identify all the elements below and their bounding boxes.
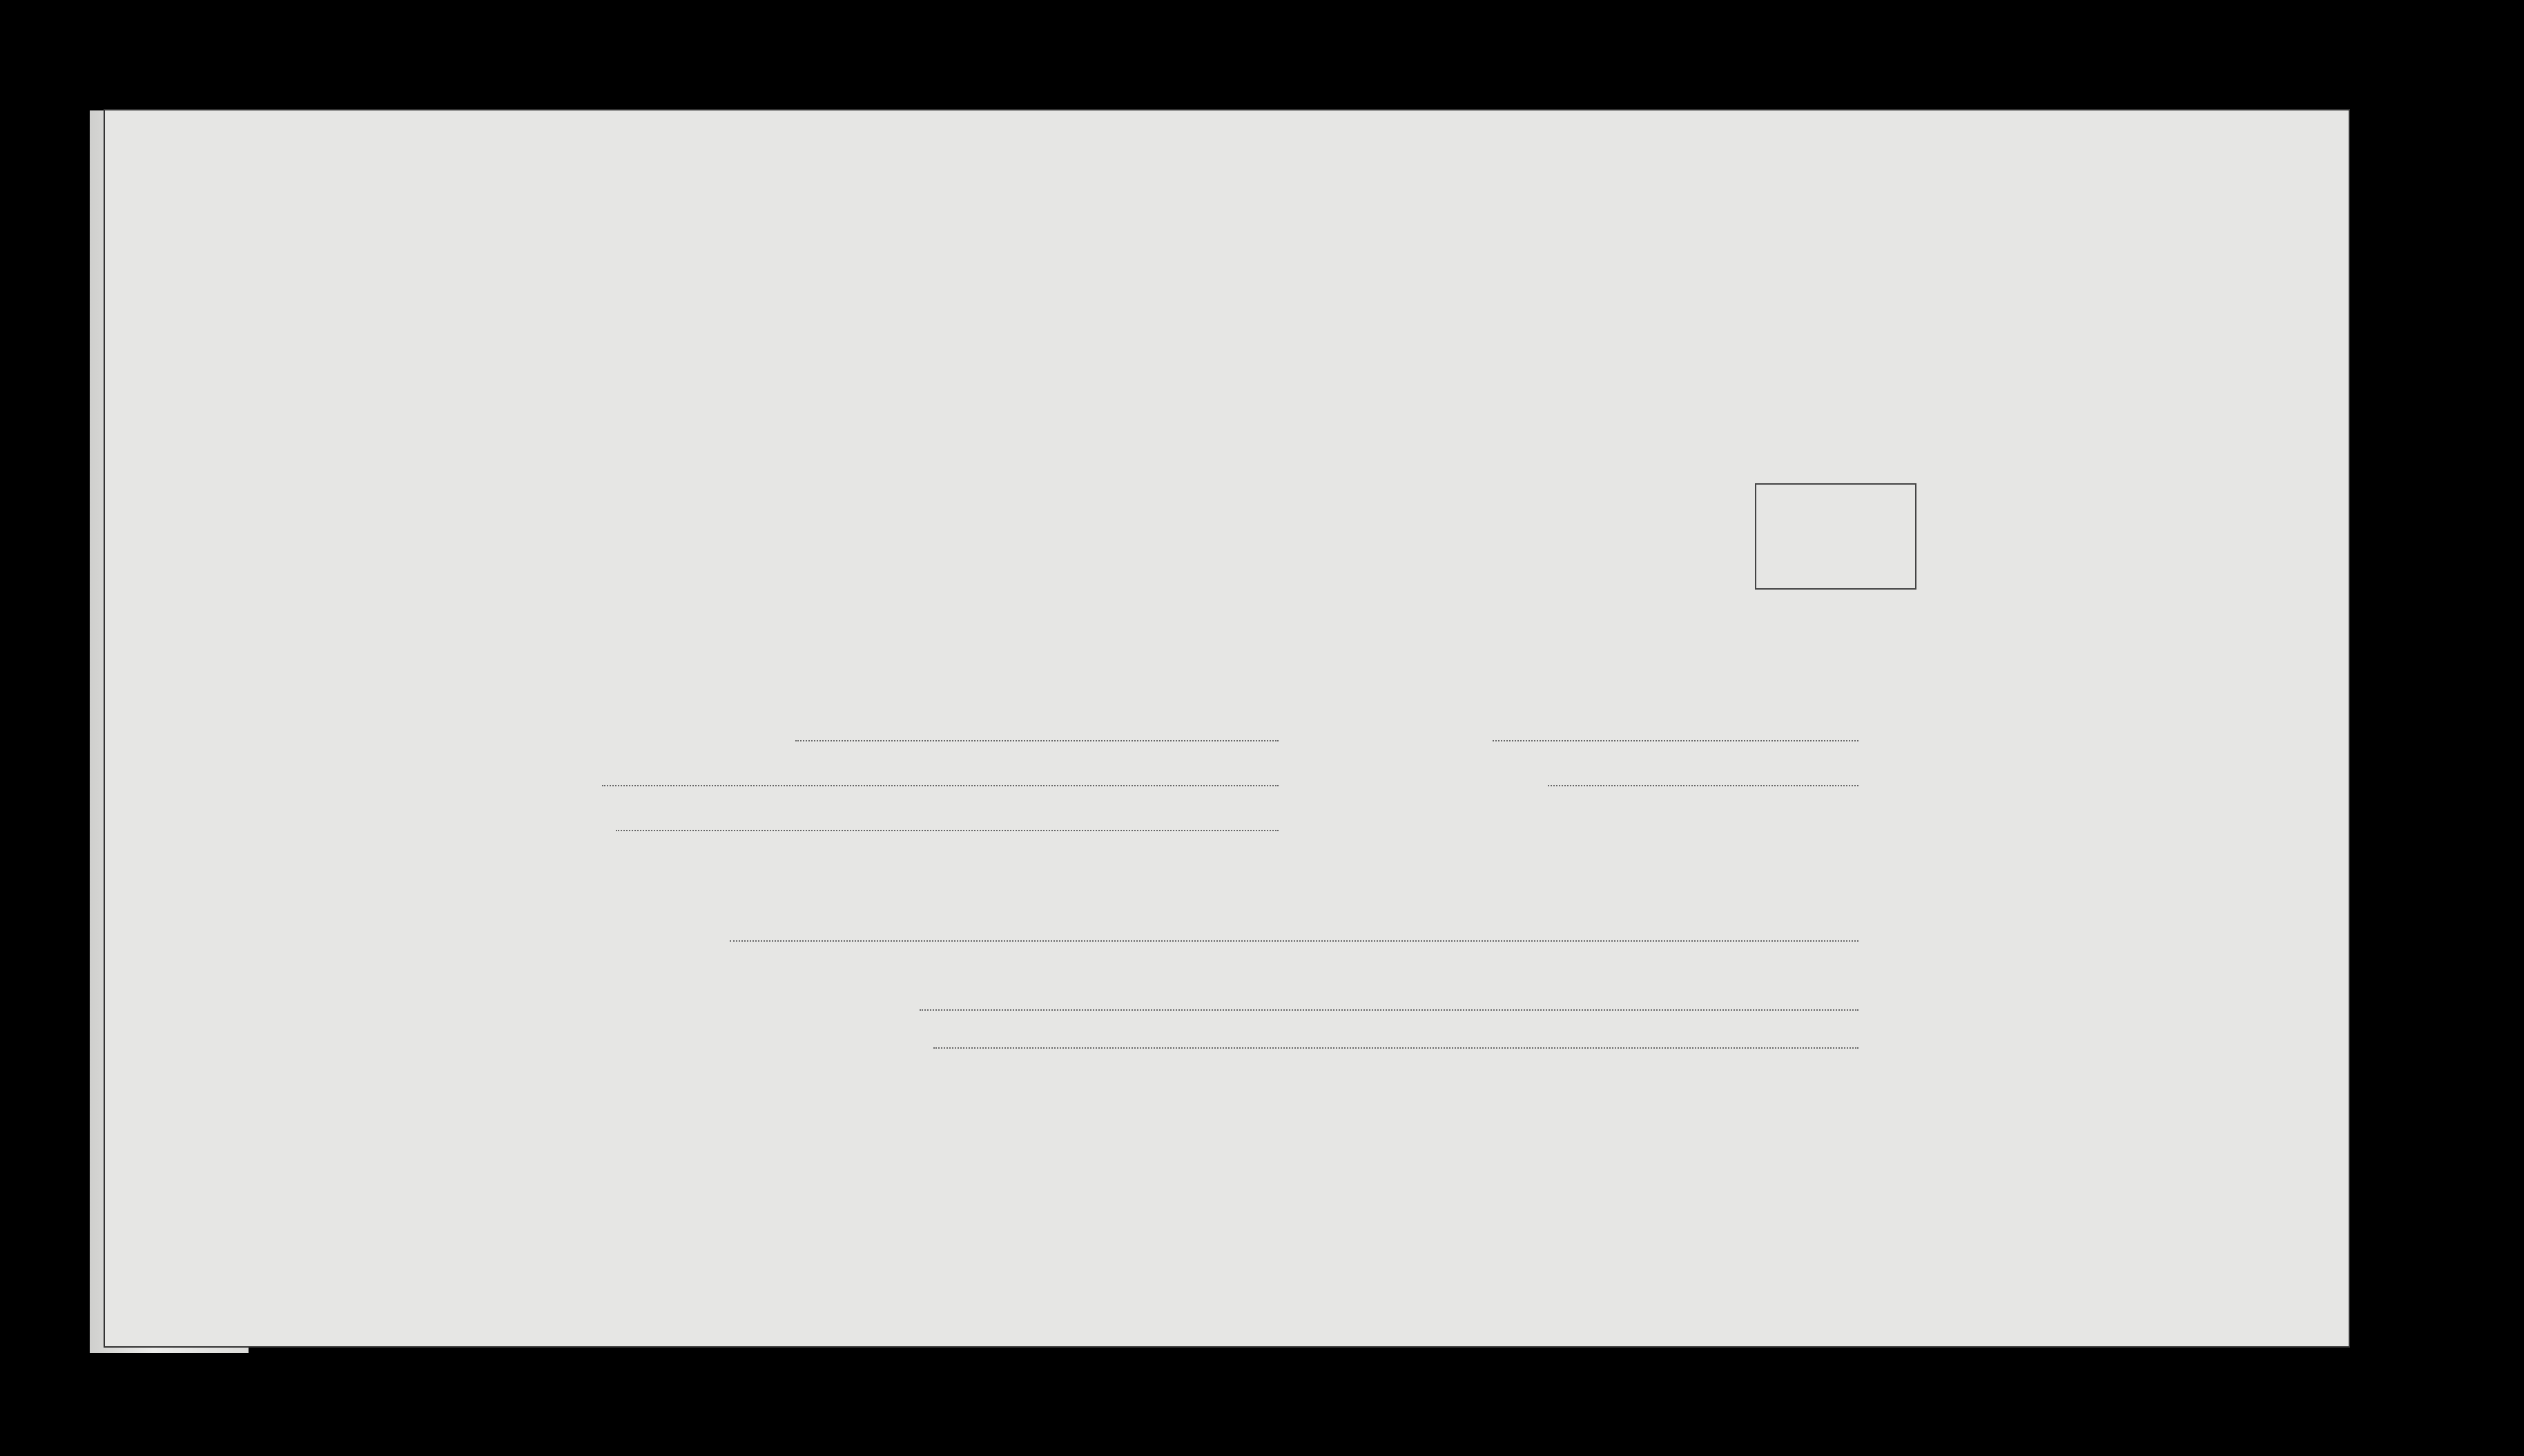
inventory-title [450,718,471,1174]
col-age-w [1114,518,1142,642]
col-disabled [258,514,293,646]
col-plough [316,525,336,601]
col-trade-note-w [1724,518,1758,601]
col-trade-position [764,518,792,601]
individual-land [1941,670,1962,849]
col-absent [906,518,933,642]
fortified-land [1941,1070,1962,1160]
bought-land [1900,407,1928,794]
col-harvest-w [1327,518,1355,601]
col-army [958,514,999,646]
other-land [1941,318,1962,421]
col-plough-w [1227,525,1248,601]
inventory-sub [450,704,471,759]
col-harvest [414,518,442,601]
col-age [202,518,229,642]
hereditary-land [1941,1153,1962,1291]
allot-land [1900,828,1928,1270]
col-trade-note [819,518,854,601]
col-mow-w [1279,525,1299,601]
communal-land [1941,870,1962,1077]
col-mow [366,525,387,601]
land-title [1869,469,1896,1132]
col-relation [133,514,167,646]
col-trade-position-w [1672,518,1700,601]
census-card [104,109,2350,1348]
col-disabled-w [1168,514,1203,646]
col-relation-w [1045,514,1080,646]
